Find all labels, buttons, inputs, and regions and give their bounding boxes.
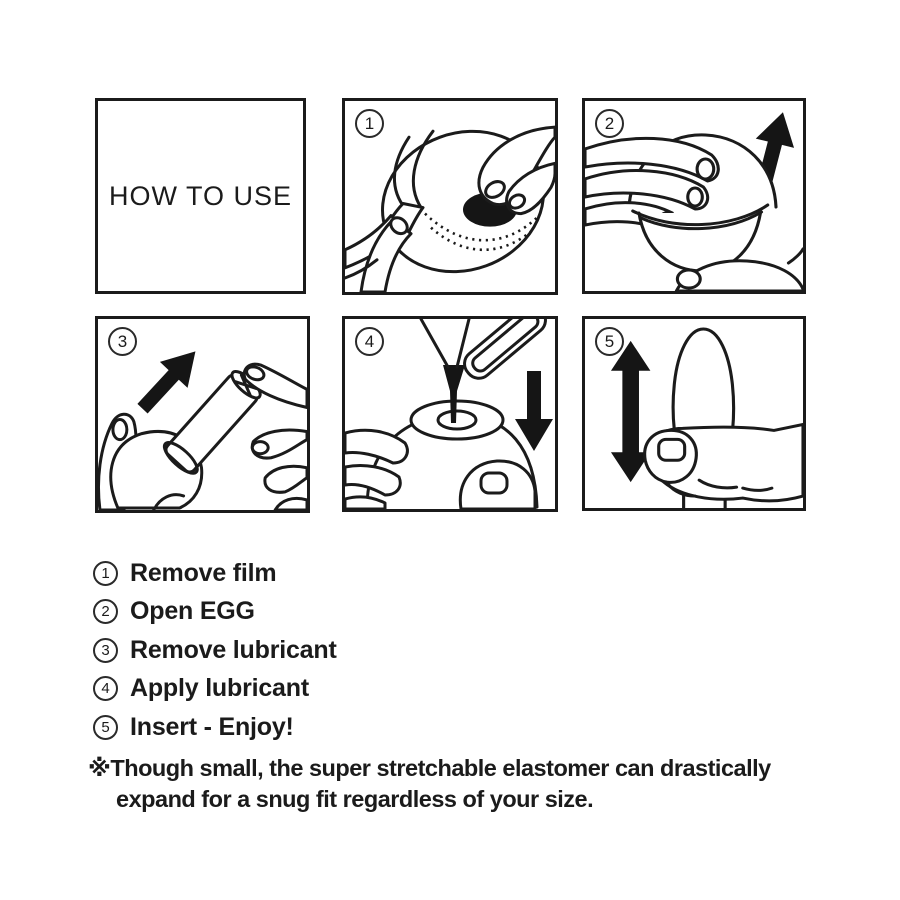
step-number-badge [108,327,137,356]
list-item [93,635,337,664]
step-number: 5 [101,718,110,736]
footnote-line-2: expand for a snug fit regardless of your size. [116,786,594,812]
panel-remove-film [342,98,558,295]
step-number: 2 [101,603,110,620]
up-right-arrow-icon [129,338,210,421]
step-label: Apply lubricant [130,674,309,702]
step-number: 5 [604,331,615,351]
step-number-badge [595,327,624,356]
down-arrow-icon [515,371,553,451]
title-panel [95,98,306,294]
step-number-badge [595,109,624,138]
step-number-badge [355,327,384,356]
footnote-line-1: Though small, the super stretchable elastomer can drastically [110,755,771,781]
step-number: 4 [101,680,110,697]
reference-mark: ※ [88,755,111,781]
panel-apply-lubricant [342,316,558,512]
step-number: 3 [101,641,110,659]
step-label: Remove lubricant [130,635,337,664]
panel-open-egg [582,98,806,294]
step-number-badge [93,676,118,701]
step-label: Insert - Enjoy! [130,712,294,741]
footnote [88,753,828,815]
step-number-badge [93,599,118,624]
step-number: 4 [364,331,375,351]
list-item [93,558,337,587]
page-title: HOW TO USE [108,180,293,211]
step-number: 1 [101,564,110,582]
list-item [93,597,337,625]
panel-remove-lubricant [95,316,310,513]
list-item [93,674,337,702]
step-label: Remove film [130,558,277,587]
steps-list [93,558,337,754]
step-number: 3 [117,331,128,351]
step-number-badge [93,561,118,586]
list-item [93,712,337,741]
step-number: 2 [604,113,615,133]
step-number-badge [93,715,118,740]
step-number-badge [355,109,384,138]
panel-insert-enjoy [582,316,806,511]
step-label: Open EGG [130,597,255,625]
step-number: 1 [364,113,375,133]
step-number-badge [93,638,118,663]
